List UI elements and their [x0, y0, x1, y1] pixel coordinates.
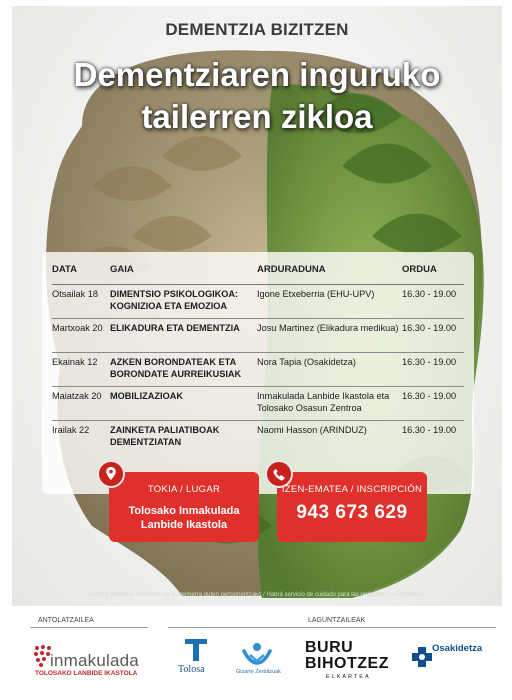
- row-topic: DIMENTSIO PSIKOLOGIKOA: KOGNIZIOA ETA EMOZIOA: [110, 289, 239, 311]
- registration-card: [277, 472, 427, 542]
- table-row: [52, 318, 464, 352]
- row-time: 16.30 - 19.00: [402, 357, 457, 367]
- header-time: ORDUA: [402, 264, 437, 275]
- row-date: Maiatzak 20: [52, 391, 102, 401]
- buru-bihotzez-logo-text: BURU BIHOTZEZ: [305, 639, 389, 672]
- row-date: Martxoak 20: [52, 323, 103, 333]
- row-date: Irailak 22: [52, 425, 90, 435]
- collaborators-divider: [168, 627, 496, 628]
- row-topic: MOBILIZAZIOAK: [110, 391, 183, 401]
- row-responsible: Inmakulada Lanbide Ikastola eta Tolosako Osasun Zentroa: [257, 391, 390, 413]
- row-time: 16.30 - 19.00: [402, 391, 457, 401]
- poster-subtitle: DEMENTZIA BIZITZEN: [165, 20, 349, 39]
- table-row: [52, 284, 464, 318]
- registration-label: IZEN-EMATEA / INSCRIPCIÓN: [281, 484, 423, 495]
- row-topic: ELIKADURA ETA DEMENTZIA: [110, 323, 240, 333]
- tolosa-logo-icon: [183, 637, 209, 663]
- row-time: 16.30 - 19.00: [402, 425, 457, 435]
- place-card: [109, 472, 259, 542]
- row-date: Otsailak 18: [52, 289, 98, 299]
- table-row: [52, 386, 464, 420]
- place-label: TOKIA / LUGAR: [147, 484, 221, 495]
- place-value: Tolosako Inmakulada Lanbide Ikastola: [128, 505, 240, 531]
- tolosa-logo-text: Tolosa: [178, 664, 205, 675]
- inmakulada-logo-text: inmakulada: [50, 651, 139, 670]
- gizarte-zerbitzuak-logo-icon: [240, 641, 274, 669]
- table-row: [52, 352, 464, 386]
- header-date: DATA: [52, 264, 77, 275]
- header-responsible: ARDURADUNA: [257, 264, 326, 275]
- gizarte-zerbitzuak-logo-text: Gizarte Zerbitzuak: [236, 669, 281, 675]
- osakidetza-logo-text: Osakidetza: [432, 643, 483, 654]
- poster-title-line2: tailerren zikloa: [141, 98, 373, 135]
- inmakulada-logo-subtitle: TOLOSAKO LANBIDE IKASTOLA: [35, 670, 138, 677]
- registration-phone[interactable]: 943 673 629: [296, 502, 408, 523]
- row-responsible: Nora Tapia (Osakidetza): [257, 357, 356, 367]
- schedule-table: [42, 252, 474, 494]
- organizer-label: ANTOLATZAILEA: [38, 617, 94, 624]
- row-topic: AZKEN BORONDATEAK ETA BORONDATE AURREIKUSIAK: [110, 357, 242, 379]
- row-time: 16.30 - 19.00: [402, 289, 457, 299]
- poster-title-line1: Dementziaren inguruko: [73, 56, 441, 93]
- row-topic: ZAINKETA PALIATIBOAK DEMENTZIATAN: [110, 425, 220, 447]
- organizer-divider: [30, 627, 148, 628]
- row-date: Ekainak 12: [52, 357, 98, 367]
- header-topic: GAIA: [110, 264, 134, 275]
- osakidetza-logo-icon: [410, 645, 434, 669]
- row-time: 16.30 - 19.00: [402, 323, 457, 333]
- poster: [12, 6, 502, 606]
- table-row: [52, 420, 464, 454]
- collaborators-label: LAGUNTZAILEAK: [308, 617, 366, 624]
- row-responsible: Naomi Hasson (ARINDUZ): [257, 425, 367, 435]
- poster-title: [12, 54, 502, 138]
- row-responsible: Igone Etxeberria (EHU-UPV): [257, 289, 375, 299]
- buru-bihotzez-logo-subtitle: ELKARTEA: [326, 674, 371, 680]
- row-responsible: Josu Martinez (Elikadura medikua): [257, 323, 399, 333]
- care-service-note: Zaintza zerbitzua eskainiko da alzheimerra duten pertsonentzako / Habrá servicio de cuidado para las personas con alzheimer.: [88, 592, 426, 598]
